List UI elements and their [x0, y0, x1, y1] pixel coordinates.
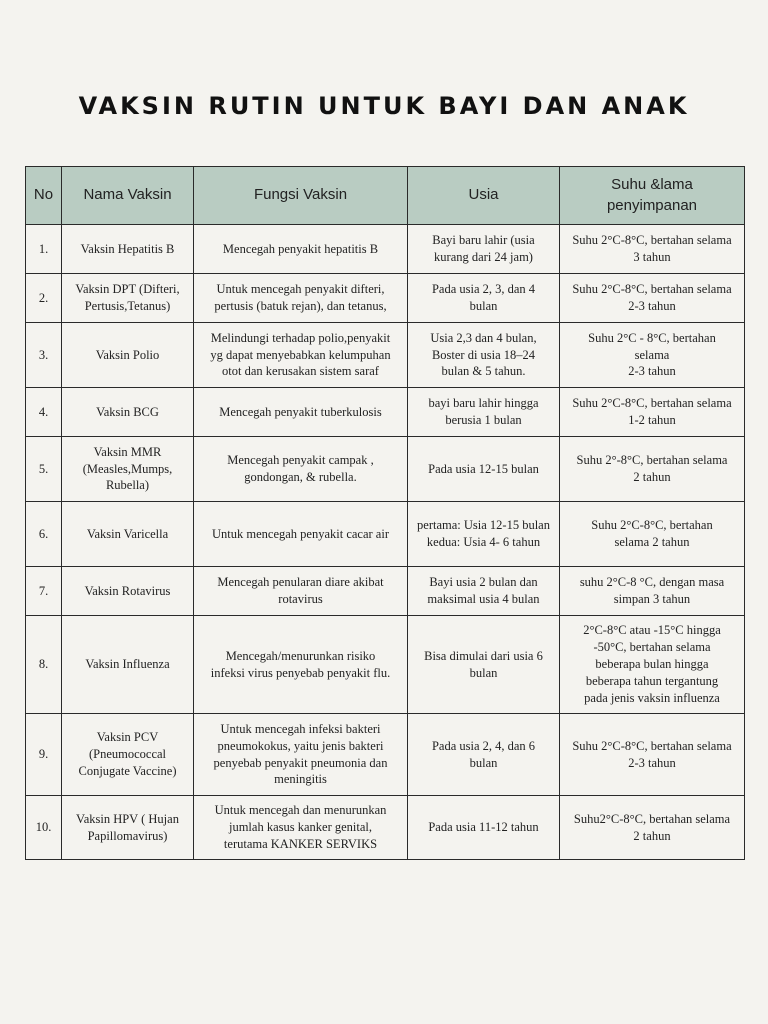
cell-nama-vaksin: Vaksin Hepatitis B — [62, 225, 194, 274]
cell-usia: Pada usia 2, 3, dan 4 bulan — [408, 274, 560, 323]
cell-suhu-penyimpanan: Suhu 2°C-8°C, bertahan selama 3 tahun — [560, 225, 745, 274]
cell-usia: Pada usia 11-12 tahun — [408, 796, 560, 860]
cell-nama-vaksin: Vaksin HPV ( Hujan Papillomavirus) — [62, 796, 194, 860]
cell-usia: pertama: Usia 12-15 bulan kedua: Usia 4- 6 tahun — [408, 502, 560, 567]
cell-fungsi-vaksin: Mencegah/menurunkan risiko infeksi virus penyebab penyakit flu. — [194, 616, 408, 714]
header-row — [26, 167, 745, 225]
table-row — [26, 323, 745, 388]
table-row — [26, 437, 745, 502]
cell-usia: bayi baru lahir hingga berusia 1 bulan — [408, 388, 560, 437]
cell-nama-vaksin: Vaksin Varicella — [62, 502, 194, 567]
cell-suhu-penyimpanan: 2°C-8°C atau -15°C hingga -50°C, bertahan selama beberapa bulan hingga beberapa tahun tergantung pada jenis vaksin influenza — [560, 616, 745, 714]
header-usia: Usia — [408, 167, 560, 225]
cell-suhu-penyimpanan: Suhu 2°C-8°C, bertahan selama 2 tahun — [560, 502, 745, 567]
table-header — [26, 167, 745, 225]
cell-nama-vaksin: Vaksin PCV (Pneumococcal Conjugate Vaccine) — [62, 714, 194, 796]
cell-no: 4. — [26, 388, 62, 437]
cell-fungsi-vaksin: Melindungi terhadap polio,penyakit yg dapat menyebabkan kelumpuhan otot dan kerusakan sistem saraf — [194, 323, 408, 388]
cell-no: 10. — [26, 796, 62, 860]
cell-no: 6. — [26, 502, 62, 567]
table-row — [26, 714, 745, 796]
cell-no: 7. — [26, 567, 62, 616]
cell-no: 8. — [26, 616, 62, 714]
cell-no: 5. — [26, 437, 62, 502]
header-fungsi-vaksin: Fungsi Vaksin — [194, 167, 408, 225]
table-row — [26, 796, 745, 860]
cell-usia: Bayi usia 2 bulan dan maksimal usia 4 bulan — [408, 567, 560, 616]
table-row — [26, 502, 745, 567]
cell-suhu-penyimpanan: Suhu 2°-8°C, bertahan selama 2 tahun — [560, 437, 745, 502]
header-suhu-penyimpanan: Suhu &lama penyimpanan — [560, 167, 745, 225]
header-no: No — [26, 167, 62, 225]
cell-suhu-penyimpanan: Suhu 2°C - 8°C, bertahan selama 2-3 tahun — [560, 323, 745, 388]
cell-no: 2. — [26, 274, 62, 323]
cell-nama-vaksin: Vaksin Rotavirus — [62, 567, 194, 616]
cell-suhu-penyimpanan: Suhu 2°C-8°C, bertahan selama 2-3 tahun — [560, 714, 745, 796]
page-title: VAKSIN RUTIN UNTUK BAYI DAN ANAK — [78, 92, 690, 120]
cell-suhu-penyimpanan: suhu 2°C-8 °C, dengan masa simpan 3 tahun — [560, 567, 745, 616]
cell-nama-vaksin: Vaksin MMR (Measles,Mumps, Rubella) — [62, 437, 194, 502]
cell-fungsi-vaksin: Untuk mencegah penyakit difteri, pertusis (batuk rejan), dan tetanus, — [194, 274, 408, 323]
cell-nama-vaksin: Vaksin DPT (Difteri, Pertusis,Tetanus) — [62, 274, 194, 323]
table-row — [26, 616, 745, 714]
cell-fungsi-vaksin: Mencegah penyakit tuberkulosis — [194, 388, 408, 437]
cell-suhu-penyimpanan: Suhu 2°C-8°C, bertahan selama 1-2 tahun — [560, 388, 745, 437]
cell-nama-vaksin: Vaksin BCG — [62, 388, 194, 437]
cell-fungsi-vaksin: Untuk mencegah penyakit cacar air — [194, 502, 408, 567]
header-nama-vaksin: Nama Vaksin — [62, 167, 194, 225]
cell-fungsi-vaksin: Untuk mencegah dan menurunkan jumlah kasus kanker genital, terutama KANKER SERVIKS — [194, 796, 408, 860]
cell-usia: Bayi baru lahir (usia kurang dari 24 jam) — [408, 225, 560, 274]
table-body — [26, 225, 745, 860]
cell-usia: Pada usia 2, 4, dan 6 bulan — [408, 714, 560, 796]
table-row — [26, 567, 745, 616]
cell-usia: Usia 2,3 dan 4 bulan, Boster di usia 18–24 bulan & 5 tahun. — [408, 323, 560, 388]
cell-suhu-penyimpanan: Suhu2°C-8°C, bertahan selama 2 tahun — [560, 796, 745, 860]
cell-suhu-penyimpanan: Suhu 2°C-8°C, bertahan selama 2-3 tahun — [560, 274, 745, 323]
cell-fungsi-vaksin: Mencegah penyakit campak , gondongan, & rubella. — [194, 437, 408, 502]
cell-no: 3. — [26, 323, 62, 388]
cell-nama-vaksin: Vaksin Polio — [62, 323, 194, 388]
cell-fungsi-vaksin: Mencegah penularan diare akibat rotavirus — [194, 567, 408, 616]
table-row — [26, 274, 745, 323]
vaccine-table — [25, 166, 745, 860]
cell-nama-vaksin: Vaksin Influenza — [62, 616, 194, 714]
table-row — [26, 388, 745, 437]
cell-usia: Bisa dimulai dari usia 6 bulan — [408, 616, 560, 714]
table-row — [26, 225, 745, 274]
cell-no: 1. — [26, 225, 62, 274]
cell-usia: Pada usia 12-15 bulan — [408, 437, 560, 502]
cell-fungsi-vaksin: Mencegah penyakit hepatitis B — [194, 225, 408, 274]
cell-no: 9. — [26, 714, 62, 796]
cell-fungsi-vaksin: Untuk mencegah infeksi bakteri pneumokokus, yaitu jenis bakteri penyebab penyakit pneumonia dan meningitis — [194, 714, 408, 796]
